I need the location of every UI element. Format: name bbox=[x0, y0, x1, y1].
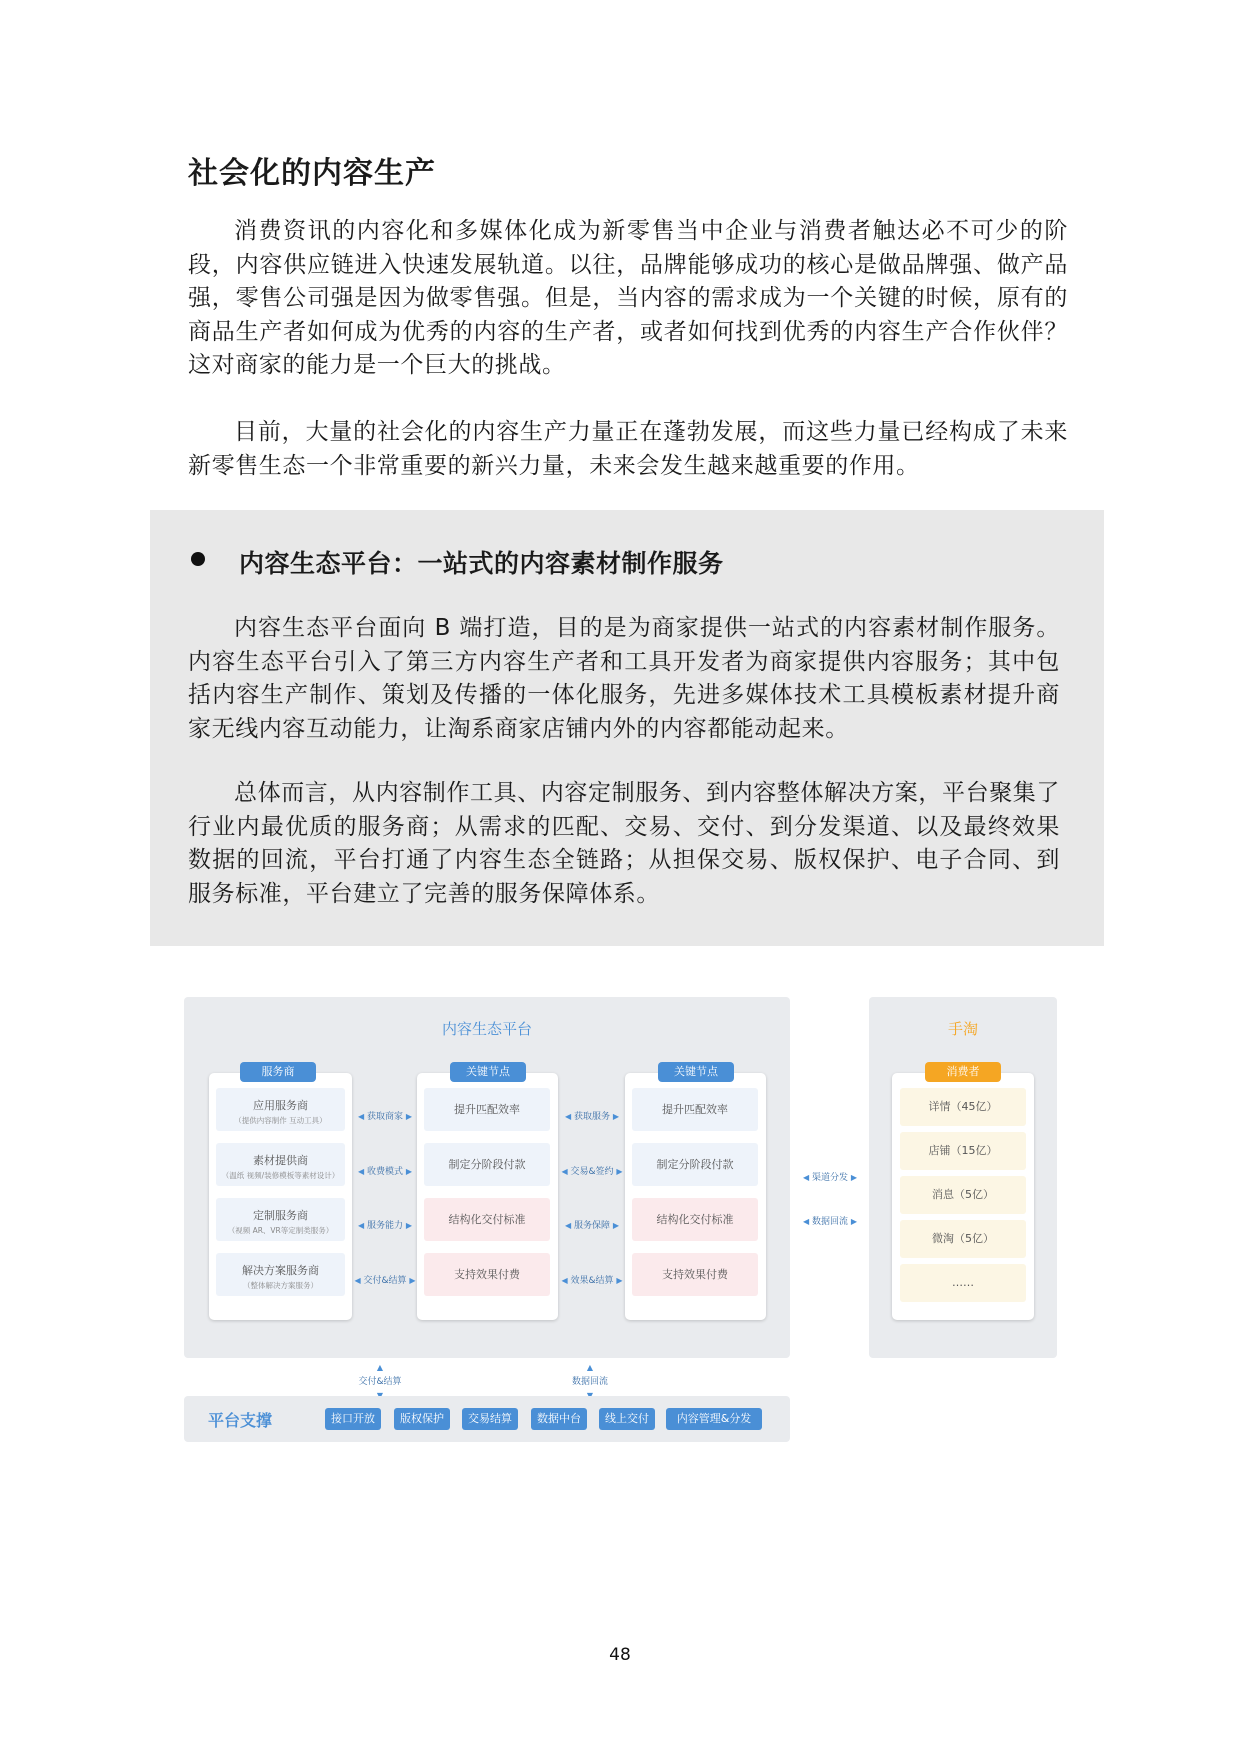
consumer-channel: 微淘（5亿） bbox=[900, 1220, 1026, 1258]
bullet-dot-icon bbox=[191, 552, 205, 566]
provider-desc: （整体解决方案服务） bbox=[243, 1281, 318, 1290]
arrow-label: ◀ 获取商家 ▶ bbox=[357, 1112, 413, 1122]
provider-card bbox=[216, 1143, 345, 1186]
providers-column bbox=[209, 1073, 352, 1320]
support-title: 平台支撑 bbox=[208, 1411, 273, 1430]
arrow-label: ◀ 交付&结算 ▶ bbox=[354, 1276, 416, 1286]
consumer-channel: 店铺（15亿） bbox=[900, 1132, 1026, 1170]
arrow-label: ◀ 效果&结算 ▶ bbox=[561, 1276, 623, 1286]
support-chip: 版权保护 bbox=[394, 1408, 450, 1430]
arrow-label: ◀ 交易&签约 ▶ bbox=[561, 1167, 623, 1177]
provider-name: 应用服务商 bbox=[253, 1099, 308, 1112]
paragraph-1: 消费资讯的内容化和多媒体化成为新零售当中企业与消费者触达必不可少的阶段，内容供应链进入快速发展轨道。以往，品牌能够成功的核心是做品牌强、做产品强，零售公司强是因为做零售强。但是，当内容的需求成为一个关键的时候，原有的商品生产者如何成为优秀的内容的生产者，或者如何找到优秀的内容生产合作伙伴？这对商家的能力是一个巨大的挑战。 bbox=[188, 218, 1068, 378]
key-node-card: 提升匹配效率 bbox=[632, 1088, 758, 1131]
platform-support-panel bbox=[184, 1396, 790, 1442]
paragraph-2: 目前，大量的社会化的内容生产力量正在蓬勃发展，而这些力量已经构成了未来新零售生态一个非常重要的新兴力量，未来会发生越来越重要的作用。 bbox=[188, 419, 1068, 479]
key-node-card: 支持效果付费 bbox=[632, 1253, 758, 1296]
key-node-card: 结构化交付标准 bbox=[632, 1198, 758, 1241]
provider-desc: （视频 AR、VR等定制类服务） bbox=[227, 1226, 334, 1235]
provider-card bbox=[216, 1088, 345, 1131]
section-title: 社会化的内容生产 bbox=[188, 156, 436, 191]
content-platform-panel bbox=[184, 997, 790, 1358]
provider-card bbox=[216, 1253, 345, 1296]
provider-card bbox=[216, 1198, 345, 1241]
consumers-tag: 消费者 bbox=[925, 1062, 1001, 1082]
taobao-panel bbox=[869, 997, 1057, 1358]
support-chip: 交易结算 bbox=[462, 1408, 518, 1430]
arrow-label: ◀ 数据回流 ▶ bbox=[802, 1217, 858, 1227]
arrow-label: ◀ 收费模式 ▶ bbox=[357, 1167, 413, 1177]
provider-name: 解决方案服务商 bbox=[242, 1264, 319, 1277]
arrow-label: ◀ 获取服务 ▶ bbox=[564, 1112, 620, 1122]
consumer-channel: 消息（5亿） bbox=[900, 1176, 1026, 1214]
vertical-arrow: ▲ 数据回流 bbox=[571, 1363, 608, 1387]
provider-desc: （温纸 视频/装修模板等素材设计） bbox=[221, 1171, 340, 1180]
consumer-channel: 详情（45亿） bbox=[900, 1088, 1026, 1126]
provider-name: 素材提供商 bbox=[253, 1154, 308, 1167]
key-node-card: 支持效果付费 bbox=[424, 1253, 550, 1296]
provider-name: 定制服务商 bbox=[253, 1209, 308, 1222]
support-chip: 数据中台 bbox=[531, 1408, 587, 1430]
key-nodes-column bbox=[625, 1073, 766, 1320]
callout-paragraph-2: 总体而言，从内容制作工具、内容定制服务、到内容整体解决方案，平台聚集了行业内最优质的服务商；从需求的匹配、交易、交付、到分发渠道、以及最终效果数据的回流，平台打通了内容生态全链路；从担保交易、版权保护、电子合同、到服务标准，平台建立了完善的服务保障体系。 bbox=[188, 780, 1060, 907]
platform-title: 内容生态平台 bbox=[441, 1020, 532, 1038]
provider-desc: （提供内容制作 互动工具） bbox=[234, 1116, 327, 1125]
consumers-column bbox=[892, 1073, 1034, 1320]
key-node-card: 制定分阶段付款 bbox=[632, 1143, 758, 1186]
support-chip: 线上交付 bbox=[599, 1408, 655, 1430]
callout-paragraph-1: 内容生态平台面向 B 端打造，目的是为商家提供一站式的内容素材制作服务。内容生态平台引入了第三方内容生产者和工具开发者为商家提供内容服务；其中包括内容生产制作、策划及传播的一体化服务，先进多媒体技术工具模板素材提升商家无线内容互动能力，让淘系商家店铺内外的内容都能动起来。 bbox=[188, 615, 1060, 742]
key-nodes-tag: 关键节点 bbox=[450, 1062, 526, 1082]
consumer-channel: …… bbox=[900, 1264, 1026, 1302]
key-node-card: 结构化交付标准 bbox=[424, 1198, 550, 1241]
key-node-card: 提升匹配效率 bbox=[424, 1088, 550, 1131]
key-nodes-tag: 关键节点 bbox=[658, 1062, 734, 1082]
key-nodes-column bbox=[417, 1073, 558, 1320]
arrow-label: ◀ 渠道分发 ▶ bbox=[802, 1173, 858, 1183]
support-chip: 内容管理&分发 bbox=[666, 1408, 762, 1430]
providers-tag: 服务商 bbox=[240, 1062, 316, 1082]
arrow-label: ◀ 服务能力 ▶ bbox=[357, 1221, 413, 1231]
page-number: 48 bbox=[609, 1645, 631, 1665]
support-chip: 接口开放 bbox=[325, 1408, 381, 1430]
arrow-label: ◀ 服务保障 ▶ bbox=[564, 1221, 620, 1231]
key-node-card: 制定分阶段付款 bbox=[424, 1143, 550, 1186]
taobao-title: 手淘 bbox=[947, 1020, 978, 1038]
callout-title: 内容生态平台：一站式的内容素材制作服务 bbox=[239, 549, 724, 578]
vertical-arrow: ▲ 交付&结算 bbox=[358, 1363, 402, 1387]
